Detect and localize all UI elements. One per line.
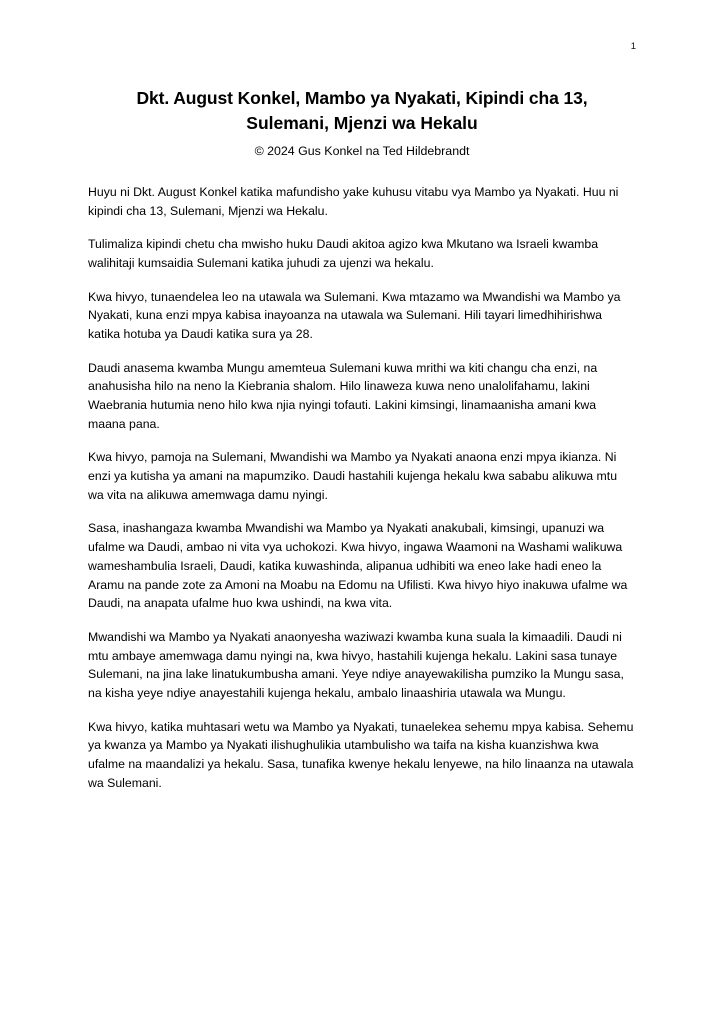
paragraph: Daudi anasema kwamba Mungu amemteua Sulemani kuwa mrithi wa kiti changu cha enzi, na anahusisha hilo na neno la Kiebrania shalom. Hilo linaweza kuwa neno unalolifahamu, lakini Waebrania hutumia neno hilo kwa njia nyingi tofauti. Lakini kimsingi, linamaanisha amani kwa maana pana.: [88, 360, 598, 431]
page-title: [88, 86, 636, 111]
page-subtitle: Sulemani, Mjenzi wa Hekalu: [246, 112, 478, 133]
title-line-2: 13,: [563, 88, 588, 108]
paragraph: Kwa hivyo, tunaendelea leo na utawala wa Sulemani. Kwa mtazamo wa Mwandishi wa Mambo ya Nyakati, kuna enzi mpya kabisa inayoanza na utawala wa Sulemani. Hili tayari limedhihirishwa katika hotuba ya Daudi katika sura ya 28.: [88, 289, 621, 341]
paragraph: Huyu ni Dkt. August Konkel katika mafundisho yake kuhusu vitabu vya Mambo ya Nyakati. Huu ni kipindi cha 13, Sulemani, Mjenzi wa Hekalu.: [88, 184, 619, 218]
paragraph: Mwandishi wa Mambo ya Nyakati anaonyesha waziwazi kwamba kuna suala la kimaadili. Daudi ni mtu ambaye amemwaga damu nyingi na, kwa hivyo, hastahili kujenga hekalu. Lakini sasa tunaye Sulemani, na jina lake linatukumbusha amani. Yeye ndiye anayewakilisha pumziko la Mungu sasa, na kisha yeye ndiye anayestahili kujenga hekalu, ambalo linaashiria utawala wa Mungu.: [88, 629, 624, 700]
paragraph: Kwa hivyo, pamoja na Sulemani, Mwandishi wa Mambo ya Nyakati anaona enzi mpya ikianza. Ni enzi ya kutisha ya amani na mapumziko. Daudi hastahili kujenga hekalu kwa sababu alikuwa mtu wa vita na alikuwa amemwaga damu nyingi.: [88, 450, 618, 502]
title-block: [88, 86, 636, 159]
paragraph: Tulimaliza kipindi chetu cha mwisho huku Daudi akitoa agizo kwa Mkutano wa Israeli kwamba walihitaji kumsaidia Sulemani katika juhudi za ujenzi wa hekalu.: [88, 237, 599, 270]
title-line-1: Dkt. August Konkel, Mambo ya Nyakati, Kipindi cha: [136, 88, 559, 108]
paragraph: Kwa hivyo, katika muhtasari wetu wa Mambo ya Nyakati, tunaelekea sehemu mpya kabisa. Sehemu ya kwanza ya Mambo ya Nyakati ilishughulikia utambulisho wa taifa na kisha kuanzishwa kwa ufalme na maandalizi ya hekalu. Sasa, tunafika kwenye hekalu lenyewe, na hilo linaanza na utawala wa Sulemani.: [88, 719, 634, 790]
document-body: [88, 183, 636, 793]
copyright-notice: © 2024 Gus Konkel na Ted Hildebrandt: [254, 143, 470, 158]
page-number: 1: [630, 41, 636, 52]
paragraph: Sasa, inashangaza kwamba Mwandishi wa Mambo ya Nyakati anakubali, kimsingi, upanuzi wa ufalme wa Daudi, ambao ni vita vya uchokozi. Kwa hivyo, ingawa Waamoni na Washami walikuwa wameshambulia Israeli, Daudi, katika kuwashinda, alipanua udhibiti wa eneo lake hadi eneo la Aramu na pande zote za Amoni na Moabu na Edomu na Ufilisti. Kwa hivyo hiyo inakuwa ufalme wa Daudi, na anapata ufalme huo kwa ushindi, na kwa vita.: [88, 521, 628, 611]
